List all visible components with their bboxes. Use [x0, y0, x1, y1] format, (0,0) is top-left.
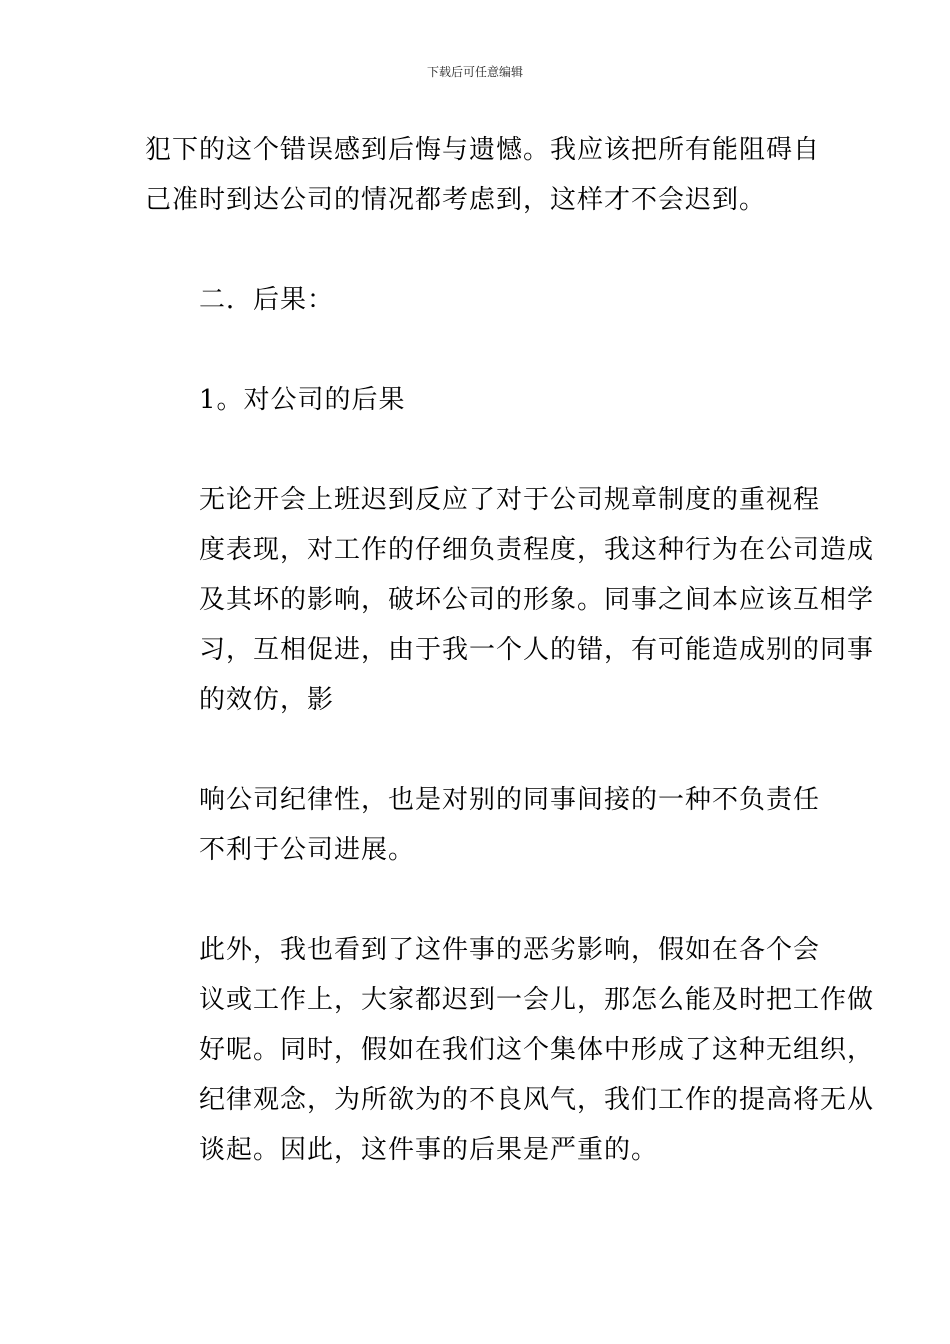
text-line: 谈起。因此，这件事的后果是严重的。	[199, 1135, 659, 1165]
text-line: 好呢。同时，假如在我们这个集体中形成了这种无组织，	[199, 1035, 875, 1065]
text-line: 及其坏的影响，破坏公司的形象。同事之间本应该互相学	[199, 585, 875, 615]
document-body	[145, 125, 875, 1225]
text-line: 的效仿，影	[199, 685, 335, 715]
heading-text: 1。对公司的后果	[199, 385, 406, 415]
text-line: 度表现，对工作的仔细负责程度，我这种行为在公司造成	[199, 535, 875, 565]
text-line: 无论开会上班迟到反应了对于公司规章制度的重视程	[199, 485, 821, 515]
subsection-heading-company	[145, 375, 810, 425]
heading-text: 二．后果：	[199, 285, 335, 315]
text-line: 此外，我也看到了这件事的恶劣影响，假如在各个会	[199, 935, 821, 965]
text-line: 不利于公司进展。	[199, 835, 416, 865]
text-line: 议或工作上，大家都迟到一会儿，那怎么能及时把工作做	[199, 985, 875, 1015]
paragraph-discipline	[145, 775, 821, 875]
section-heading-consequences	[145, 275, 810, 325]
text-line: 响公司纪律性，也是对别的同事间接的一种不负责任	[199, 785, 821, 815]
text-line: 犯下的这个错误感到后悔与遗憾。我应该把所有能阻碍自	[145, 135, 821, 165]
paragraph-bad-influence	[145, 925, 875, 1175]
text-line: 己准时到达公司的情况都考虑到，这样才不会迟到。	[145, 185, 767, 215]
text-line: 习，互相促进，由于我一个人的错，有可能造成别的同事	[199, 635, 875, 665]
paragraph-company-impact	[145, 475, 875, 725]
paragraph-regret	[145, 125, 821, 225]
text-line: 纪律观念，为所欲为的不良风气，我们工作的提高将无从	[199, 1085, 875, 1115]
page-header: 下载后可任意编辑	[426, 65, 523, 79]
